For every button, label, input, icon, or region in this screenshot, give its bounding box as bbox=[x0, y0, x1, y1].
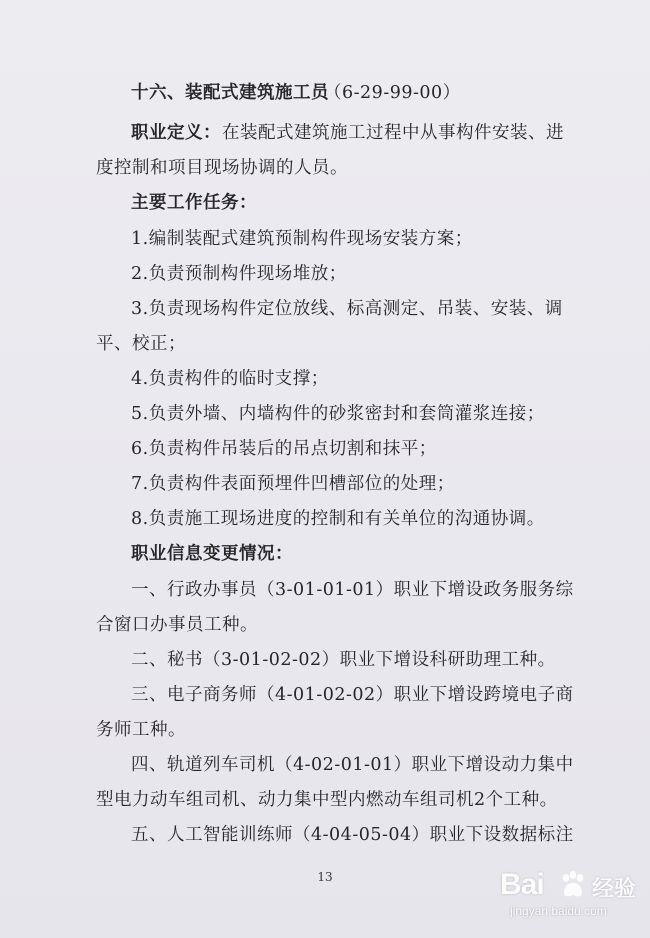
change-4: 四、轨道列车司机（4-02-01-01）职业下增设动力集中 bbox=[131, 755, 574, 775]
tasks-heading-line bbox=[0, 181, 650, 217]
task-8: 8.负责施工现场进度的控制和有关单位的沟通协调。 bbox=[131, 509, 545, 529]
change-5: 五、人工智能训练师（4-04-05-04）职业下设数据标注 bbox=[131, 825, 574, 845]
list-item bbox=[0, 252, 650, 288]
list-item bbox=[0, 322, 650, 358]
task-1: 1.编制装配式建筑预制构件现场安装方案； bbox=[131, 229, 473, 249]
definition-line-2 bbox=[0, 146, 650, 182]
list-item bbox=[0, 708, 650, 744]
list-item bbox=[0, 287, 650, 323]
list-item bbox=[0, 392, 650, 428]
list-item bbox=[0, 638, 650, 674]
list-item bbox=[0, 778, 650, 814]
changes-heading: 职业信息变更情况： bbox=[131, 544, 293, 564]
list-item bbox=[0, 603, 650, 639]
change-4-continued: 型电力动车组司机、动力集中型内燃动车组司机2个工种。 bbox=[96, 790, 558, 810]
paw-icon bbox=[558, 870, 588, 900]
change-3: 三、电子商务师（4-01-02-02）职业下增设跨境电子商 bbox=[131, 685, 574, 705]
watermark-brand: Bai bbox=[500, 868, 544, 901]
task-3-continued: 平、校正； bbox=[96, 334, 186, 354]
task-6: 6.负责构件吊装后的吊点切割和抹平； bbox=[131, 439, 437, 459]
list-item bbox=[0, 568, 650, 604]
page-number: 13 bbox=[317, 870, 333, 884]
definition-text-1: 在装配式建筑施工过程中从事构件安装、进 bbox=[222, 123, 564, 143]
watermark-brand-cn: 经验 bbox=[592, 877, 637, 902]
baidu-jingyan-watermark bbox=[500, 864, 640, 924]
definition-text-2: 度控制和项目现场协调的人员。 bbox=[96, 158, 348, 178]
task-7: 7.负责构件表面预埋件凹槽部位的处理； bbox=[131, 474, 455, 494]
tasks-heading: 主要工作任务： bbox=[131, 193, 257, 213]
list-item bbox=[0, 427, 650, 463]
list-item bbox=[0, 743, 650, 779]
change-1: 一、行政办事员（3-01-01-01）职业下增设政务服务综 bbox=[131, 580, 574, 600]
definition-label: 职业定义： bbox=[131, 123, 221, 143]
list-item bbox=[0, 497, 650, 533]
list-item bbox=[0, 813, 650, 849]
change-3-continued: 务师工种。 bbox=[96, 720, 186, 740]
list-item bbox=[0, 673, 650, 709]
change-1-continued: 合窗口办事员工种。 bbox=[96, 615, 258, 635]
task-3: 3.负责现场构件定位放线、标高测定、吊装、安装、调 bbox=[131, 299, 563, 319]
section-title-line bbox=[0, 71, 650, 107]
change-2: 二、秘书（3-01-02-02）职业下增设科研助理工种。 bbox=[131, 650, 556, 670]
changes-heading-line bbox=[0, 532, 650, 568]
task-5: 5.负责外墙、内墙构件的砂浆密封和套筒灌浆连接； bbox=[131, 404, 545, 424]
list-item bbox=[0, 462, 650, 498]
list-item bbox=[0, 357, 650, 393]
list-item bbox=[0, 217, 650, 253]
section-title: 十六、装配式建筑施工员 bbox=[131, 83, 329, 103]
definition-line-1 bbox=[0, 111, 650, 147]
task-4: 4.负责构件的临时支撑； bbox=[131, 369, 329, 389]
section-code: （6-29-99-00） bbox=[324, 83, 461, 103]
watermark-url: jingyan.baidu.com bbox=[510, 904, 607, 918]
task-2: 2.负责预制构件现场堆放； bbox=[131, 264, 347, 284]
